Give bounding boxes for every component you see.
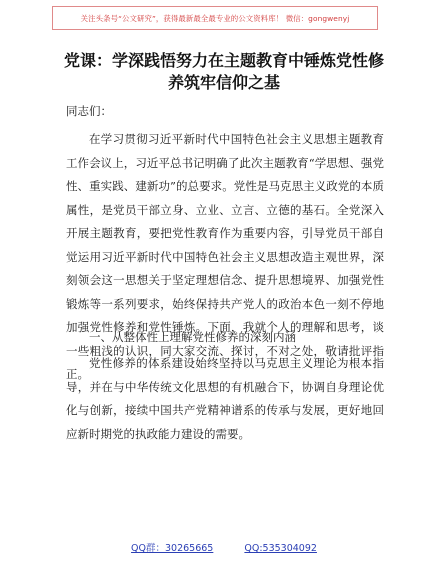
footer-qq-group[interactable]: QQ群：30265665 xyxy=(131,543,214,554)
section-heading: 一、从整体性上理解党性修养的深刻内涵 xyxy=(89,330,296,344)
document-title xyxy=(0,50,448,94)
greeting: 同志们： xyxy=(66,104,112,118)
title-line-2: 养筑牢信仰之基 xyxy=(167,73,280,92)
title-line-1: 党课：学深践悟努力在主题教育中锤炼党性修 xyxy=(63,51,384,70)
footer-qq-number[interactable]: QQ:535304092 xyxy=(244,543,317,554)
paragraph-intro: 在学习贯彻习近平新时代中国特色社会主义思想主题教育工作会议上，习近平总书记明确了此次主题教育“学思想、强党性、重实践、建新功”的总要求。党性是马克思主义政党的本质属性，是党员干部立身、立业、立言、立德的基石。全党深入开展主题教育，要把党性教育作为重要内容，引导党员干部自觉运用习近平新时代中国特色社会主义思想改造主观世界，深刻领会这一思想关于坚定理想信念、提升思想境界、加强党性锻炼等一系列要求，始终保持共产党人的政治本色一刻不停地加强党性修养和党性锤炼。下面，我就个人的理解和思考，谈一些粗浅的认识，同大家交流、探讨，不对之处，敬请批评指正。 xyxy=(66,132,384,381)
header-notice: 关注头条号“公文研究”，获得最新最全最专业的公文资料库！ 微信：gongwenyj xyxy=(80,13,350,23)
header-banner xyxy=(52,6,378,30)
footer-contact xyxy=(0,540,448,554)
paragraph-section1: 党性修养的体系建设始终坚持以马克思主义理论为根本指导，并在与中华传统文化思想的有机融合下，协调自身理论优化与创新，接续中国共产党精神谱系的传承与发展，更好地回应新时期党的执政能力建设的需要。 xyxy=(66,356,384,441)
